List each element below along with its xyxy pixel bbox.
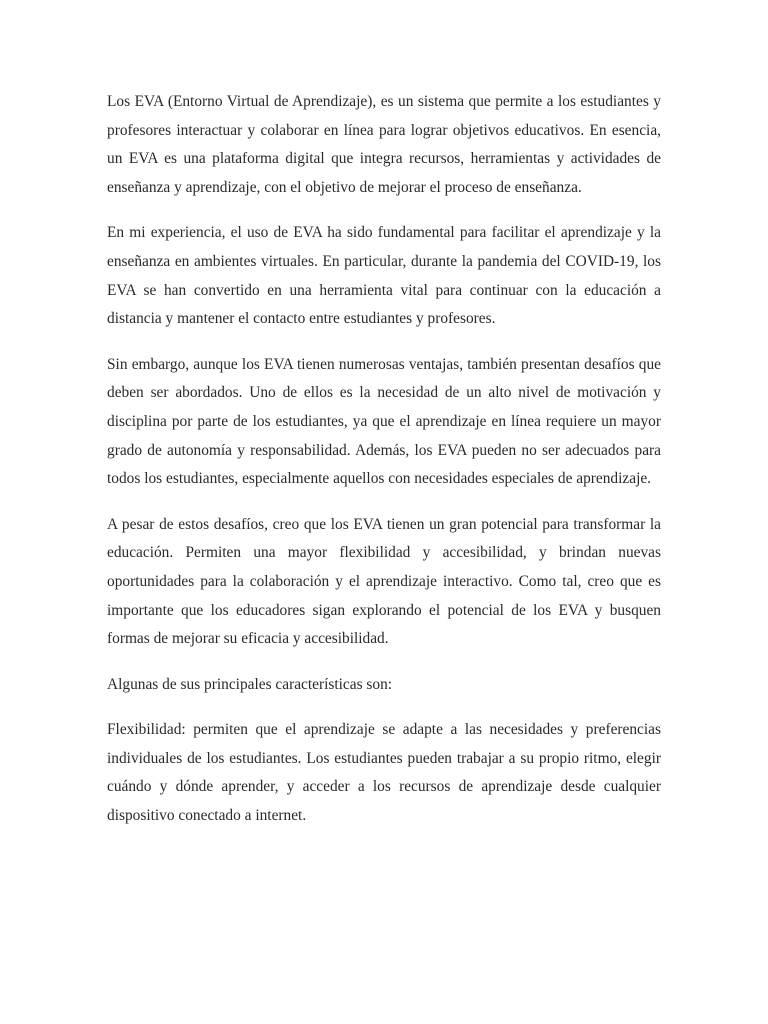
- paragraph-experience: En mi experiencia, el uso de EVA ha sido fundamental para facilitar el aprendizaje y la enseñanza en ambientes virtuales. En particular, durante la pandemia del COVID-19, los EVA se han convertido en una herramienta vital para continuar con la educación a distancia y mantener el contacto entre estudiantes y profesores.: [107, 224, 661, 328]
- paragraph-potential: A pesar de estos desafíos, creo que los EVA tienen un gran potencial para transformar la educación. Permiten una mayor flexibilidad y accesibilidad, y brindan nuevas oportunidades para la colaboración y el aprendizaje interactivo. Como tal, creo que es importante que los educadores sigan explorando el potencial de los EVA y busquen formas de mejorar su eficacia y accesibilidad.: [107, 515, 661, 648]
- paragraph-characteristics-intro: Algunas de sus principales características son:: [107, 675, 393, 693]
- paragraph-flexibility: Flexibilidad: permiten que el aprendizaje se adapte a las necesidades y preferencias individuales de los estudiantes. Los estudiantes pueden trabajar a su propio ritmo, elegir cuándo y dónde aprender, y acceder a los recursos de aprendizaje desde cualquier dispositivo conectado a internet.: [107, 721, 661, 825]
- paragraph-challenges: Sin embargo, aunque los EVA tienen numerosas ventajas, también presentan desafíos que deben ser abordados. Uno de ellos es la necesidad de un alto nivel de motivación y disciplina por parte de los estudiantes, ya que el aprendizaje en línea requiere un mayor grado de autonomía y responsabilidad. Además, los EVA pueden no ser adecuados para todos los estudiantes, especialmente aquellos con necesidades especiales de aprendizaje.: [107, 355, 661, 488]
- document-body: [107, 88, 661, 848]
- paragraph-eva-definition: Los EVA (Entorno Virtual de Aprendizaje), es un sistema que permite a los estudiantes y profesores interactuar y colaborar en línea para lograr objetivos educativos. En esencia, un EVA es una plataforma digital que integra recursos, herramientas y actividades de enseñanza y aprendizaje, con el objetivo de mejorar el proceso de enseñanza.: [107, 93, 661, 196]
